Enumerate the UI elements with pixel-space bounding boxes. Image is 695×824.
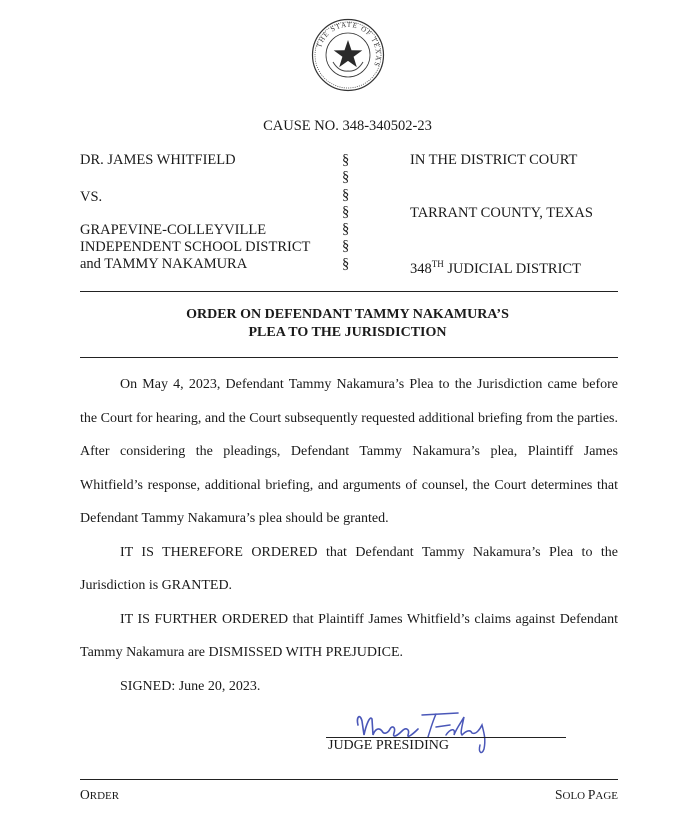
divider-bottom [80,357,618,358]
footer-left-text: RDER [89,790,120,802]
section-mark: § [342,221,350,238]
versus-label: VS. [80,189,103,205]
judge-presiding-label: JUDGE PRESIDING [328,738,449,753]
defendant-line-3: and TAMMY NAKAMURA [80,256,248,272]
county-label: TARRANT COUNTY, TEXAS [410,205,593,221]
section-mark: § [342,169,350,186]
court-label: IN THE DISTRICT COURT [410,152,578,168]
paragraph-further-ordered: IT IS FURTHER ORDERED that Plaintiff James Whitfield’s claims against Defendant Tammy Nakamura are DISMISSED WITH PREJUDICE. [80,611,618,660]
defendant-line-1: GRAPEVINE-COLLEYVILLE [80,222,267,238]
section-mark: § [342,203,350,220]
paragraph-findings: On May 4, 2023, Defendant Tammy Nakamura’s Plea to the Jurisdiction came before the Court for hearing, and the Court subsequently requested additional briefing from the parties. After considering the pleadings, Defendant Tammy Nakamura’s plea, Plaintiff James Whitfield’s response, additional briefing, and arguments of counsel, the Court determines that Defendant Tammy Nakamura’s plea should be granted. [80,377,618,526]
district-label: 348TH JUDICIAL DISTRICT [410,259,581,277]
section-marks [342,152,349,273]
order-title-line-1: ORDER ON DEFENDANT TAMMY NAKAMURA’S [186,307,509,322]
section-mark: § [342,255,350,272]
seal-ring-text: THE STATE OF TEXAS [315,20,383,69]
state-seal [311,18,385,92]
section-mark: § [342,152,350,168]
footer-divider [80,779,618,780]
order-body [80,368,618,703]
section-mark: § [342,186,350,203]
plaintiff-name: DR. JAMES WHITFIELD [80,152,236,168]
star-icon [334,40,363,67]
order-title-line-2: PLEA TO THE JURISDICTION [248,325,447,340]
divider-top [80,291,618,292]
paragraph-signed: SIGNED: June 20, 2023. [120,678,261,694]
footer-left: ORDER [80,787,120,802]
paragraph-ordered: IT IS THEREFORE ORDERED that Defendant Tammy Nakamura’s Plea to the Jurisdiction is GRANTED. [80,544,618,593]
footer-right: SOLO PAGE [555,787,618,802]
cause-number: CAUSE NO. 348-340502-23 [263,118,432,134]
section-mark: § [342,238,350,255]
defendant-line-2: INDEPENDENT SCHOOL DISTRICT [80,239,311,255]
